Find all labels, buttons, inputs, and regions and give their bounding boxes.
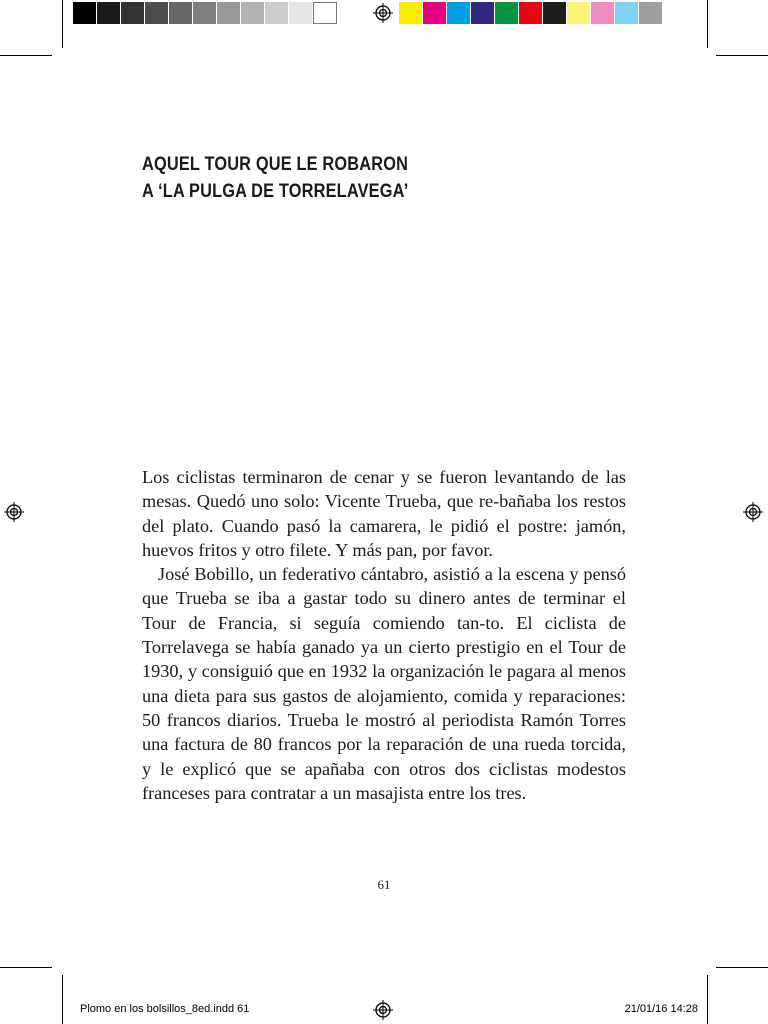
chapter-title (142, 151, 408, 205)
color-swatch (567, 2, 591, 24)
color-swatch (615, 2, 639, 24)
color-swatch (73, 2, 97, 24)
crop-mark (707, 975, 708, 1024)
crop-mark (707, 0, 708, 48)
color-swatch (447, 2, 471, 24)
color-swatch (543, 2, 567, 24)
color-swatch (591, 2, 615, 24)
color-swatch (217, 2, 241, 24)
body-text (142, 465, 626, 805)
registration-mark-icon (373, 1000, 393, 1020)
color-swatch (423, 2, 447, 24)
color-swatches (399, 2, 663, 24)
paragraph: Los ciclistas terminaron de cenar y se fueron levantando de las mesas. Quedó uno solo: Vicente Trueba, que re-bañaba los restos del plato. Cuando pasó la camarera, le pidió el postre: jamón, huevos fritos y otro filete. Y más pan, por favor. (142, 467, 626, 560)
crop-mark (0, 55, 52, 56)
color-swatch (313, 2, 337, 24)
grayscale-swatches (73, 2, 337, 24)
color-swatch (289, 2, 313, 24)
color-swatch (241, 2, 265, 24)
slug-datetime: 21/01/16 14:28 (624, 1003, 698, 1015)
color-swatch (399, 2, 423, 24)
chapter-title-line-2: A ‘LA PULGA DE TORRELAVEGA’ (142, 181, 409, 202)
crop-mark (0, 967, 52, 968)
crop-mark (62, 975, 63, 1024)
color-calibration-bar (73, 2, 663, 24)
color-swatch (639, 2, 663, 24)
color-swatch (193, 2, 217, 24)
slug-file-info: Plomo en los bolsillos_8ed.indd 61 (80, 1003, 250, 1015)
registration-mark-icon (4, 502, 24, 522)
color-swatch (169, 2, 193, 24)
color-swatch (495, 2, 519, 24)
crop-mark (716, 55, 768, 56)
crop-mark (716, 967, 768, 968)
registration-mark-icon (743, 502, 763, 522)
color-swatch (519, 2, 543, 24)
chapter-title-line-1: AQUEL TOUR QUE LE ROBARON (142, 154, 409, 175)
registration-mark-icon (373, 3, 393, 23)
color-swatch (145, 2, 169, 24)
page-number: 61 (377, 877, 391, 892)
color-swatch (265, 2, 289, 24)
color-swatch (121, 2, 145, 24)
paragraph: José Bobillo, un federativo cántabro, asistió a la escena y pensó que Trueba se iba a gastar todo su dinero antes de terminar el Tour de Francia, si seguía comiendo tan-to. El ciclista de Torrelavega se había ganado ya un cierto prestigio en el Tour de 1930, y consiguió que en 1932 la organización le pagara al menos una dieta para sus gastos de alojamiento, comida y reparaciones: 50 francos diarios. Trueba le mostró al periodista Ramón Torres una factura de 80 francos por la reparación de una rueda torcida, y le explicó que se apañaba con otros dos ciclistas modestos franceses para contratar a un masajista entre los tres. (142, 564, 626, 803)
crop-mark (62, 0, 63, 48)
color-swatch (471, 2, 495, 24)
color-swatch (97, 2, 121, 24)
